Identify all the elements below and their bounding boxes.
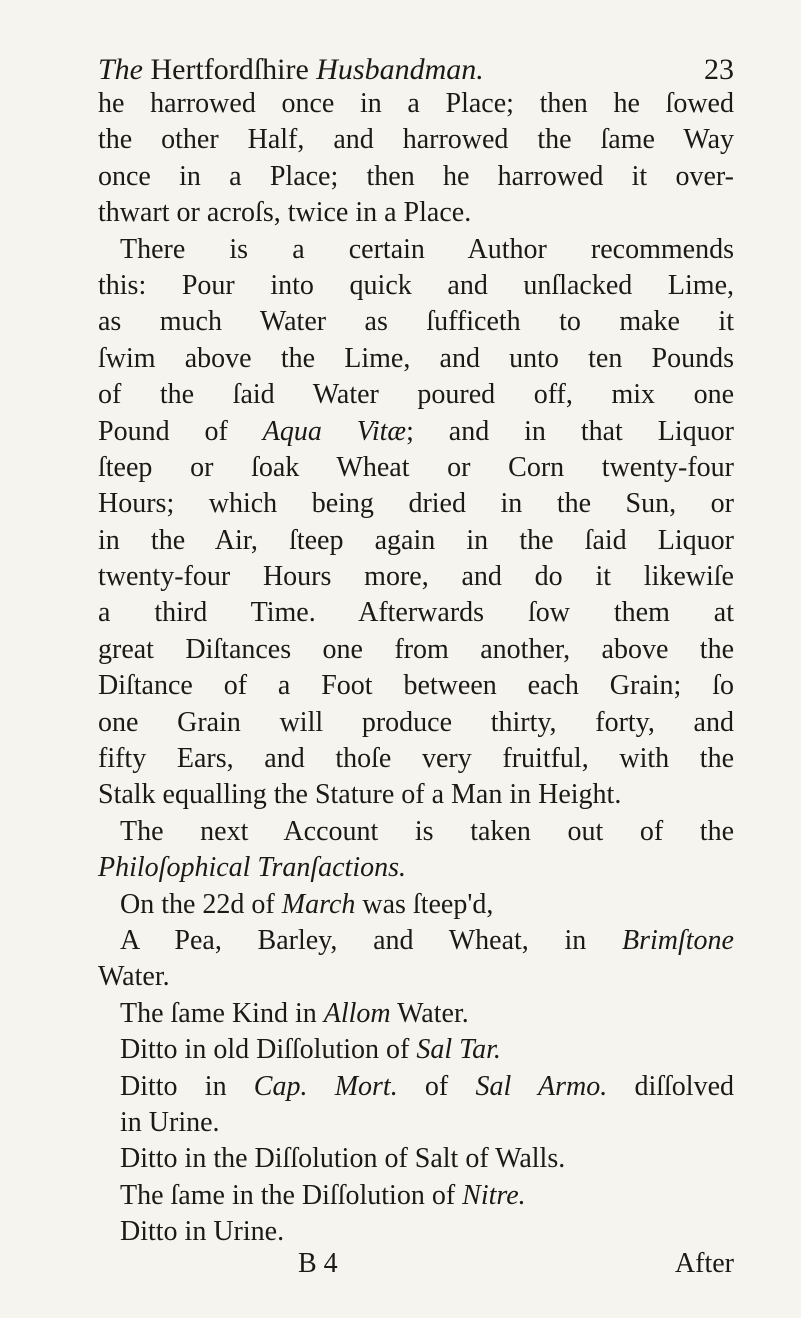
- text-run: of: [397, 1070, 476, 1102]
- text-line: he harrowed once in a Place; then he ſowed: [98, 88, 734, 119]
- text-line: Diſtance of a Foot between each Grain; ſo: [98, 670, 734, 702]
- text-line: [98, 923, 734, 959]
- catchword: After: [674, 1248, 734, 1279]
- text-line: [98, 414, 734, 450]
- text-run: diſſolved: [607, 1070, 734, 1102]
- text-line: Ditto in Urine.: [120, 1216, 285, 1248]
- text-run: Pound of: [98, 415, 263, 447]
- text-run: Ditto in old Diſſolution of: [120, 1034, 417, 1066]
- text-line: [98, 1032, 734, 1068]
- text-line: [98, 1178, 734, 1214]
- text-run: ; and in that Liquor: [406, 415, 734, 447]
- text-line: as much Water as ſufficeth to make it: [98, 306, 734, 338]
- text-line: There is a certain Author recommends: [120, 233, 734, 265]
- text-line: in Urine.: [120, 1106, 220, 1138]
- page-number: 23: [704, 53, 734, 86]
- text-run: Water.: [390, 997, 469, 1029]
- text-line: Hours; which being dried in the Sun, or: [98, 488, 734, 520]
- text-line: this: Pour into quick and unſlacked Lime,: [98, 269, 734, 301]
- header-the: The: [98, 53, 143, 86]
- text-run-italic: March: [281, 888, 356, 920]
- text-line: of the ſaid Water poured off, mix one: [98, 379, 734, 411]
- text-run: was ſteep'd,: [355, 888, 494, 920]
- body-text: [98, 86, 734, 1251]
- text-line: Ditto in the Diſſolution of Salt of Walls.: [120, 1143, 566, 1175]
- text-line: thwart or acroſs, twice in a Place.: [98, 197, 472, 229]
- text-line: ſteep or ſoak Wheat or Corn twenty-four: [98, 451, 734, 483]
- text-run: Ditto in: [120, 1070, 254, 1102]
- text-run: The ſame in the Diſſolution of: [120, 1179, 463, 1211]
- text-run-italic: Cap. Mort.: [253, 1070, 398, 1102]
- text-line: [98, 1069, 734, 1105]
- text-line: in the Air, ſteep again in the ſaid Liquor: [98, 524, 734, 556]
- text-line: Stalk equalling the Stature of a Man in Height.: [98, 779, 622, 811]
- page-footer: [98, 1246, 734, 1282]
- text-line: [98, 996, 734, 1032]
- text-line: The next Account is taken out of the: [120, 815, 734, 847]
- text-line: [98, 887, 734, 923]
- text-line: ſwim above the Lime, and unto ten Pounds: [98, 342, 734, 374]
- header-county: Hertfordſhire: [143, 53, 317, 86]
- text-run: On the 22d of: [120, 888, 282, 920]
- text-line: great Diſtances one from another, above the: [98, 633, 734, 665]
- text-run-italic: Sal Armo.: [475, 1070, 608, 1102]
- header-husbandman: Husbandman.: [316, 53, 484, 86]
- signature-mark: B 4: [298, 1248, 338, 1279]
- text-line: Water.: [98, 961, 170, 993]
- text-line: fifty Ears, and thoſe very fruitful, with the: [98, 743, 734, 775]
- text-line: Philoſophical Tranſactions.: [98, 852, 407, 884]
- text-run-italic: Sal Tar.: [416, 1034, 501, 1066]
- text-run: A Pea, Barley, and Wheat, in: [120, 924, 622, 956]
- text-run: The ſame Kind in: [120, 997, 324, 1029]
- text-line: one Grain will produce thirty, forty, and: [98, 706, 734, 738]
- text-run-italic: Allom: [323, 997, 391, 1029]
- text-run-italic: Brimſtone: [622, 924, 734, 956]
- text-run-italic: Aqua Vitæ: [262, 415, 407, 447]
- text-line: twenty-four Hours more, and do it likewiſe: [98, 561, 734, 593]
- text-run-italic: Nitre.: [462, 1179, 526, 1211]
- text-line: the other Half, and harrowed the ſame Way: [98, 124, 734, 156]
- text-line: a third Time. Afterwards ſow them at: [98, 597, 734, 629]
- text-line: once in a Place; then he harrowed it over-: [98, 160, 734, 192]
